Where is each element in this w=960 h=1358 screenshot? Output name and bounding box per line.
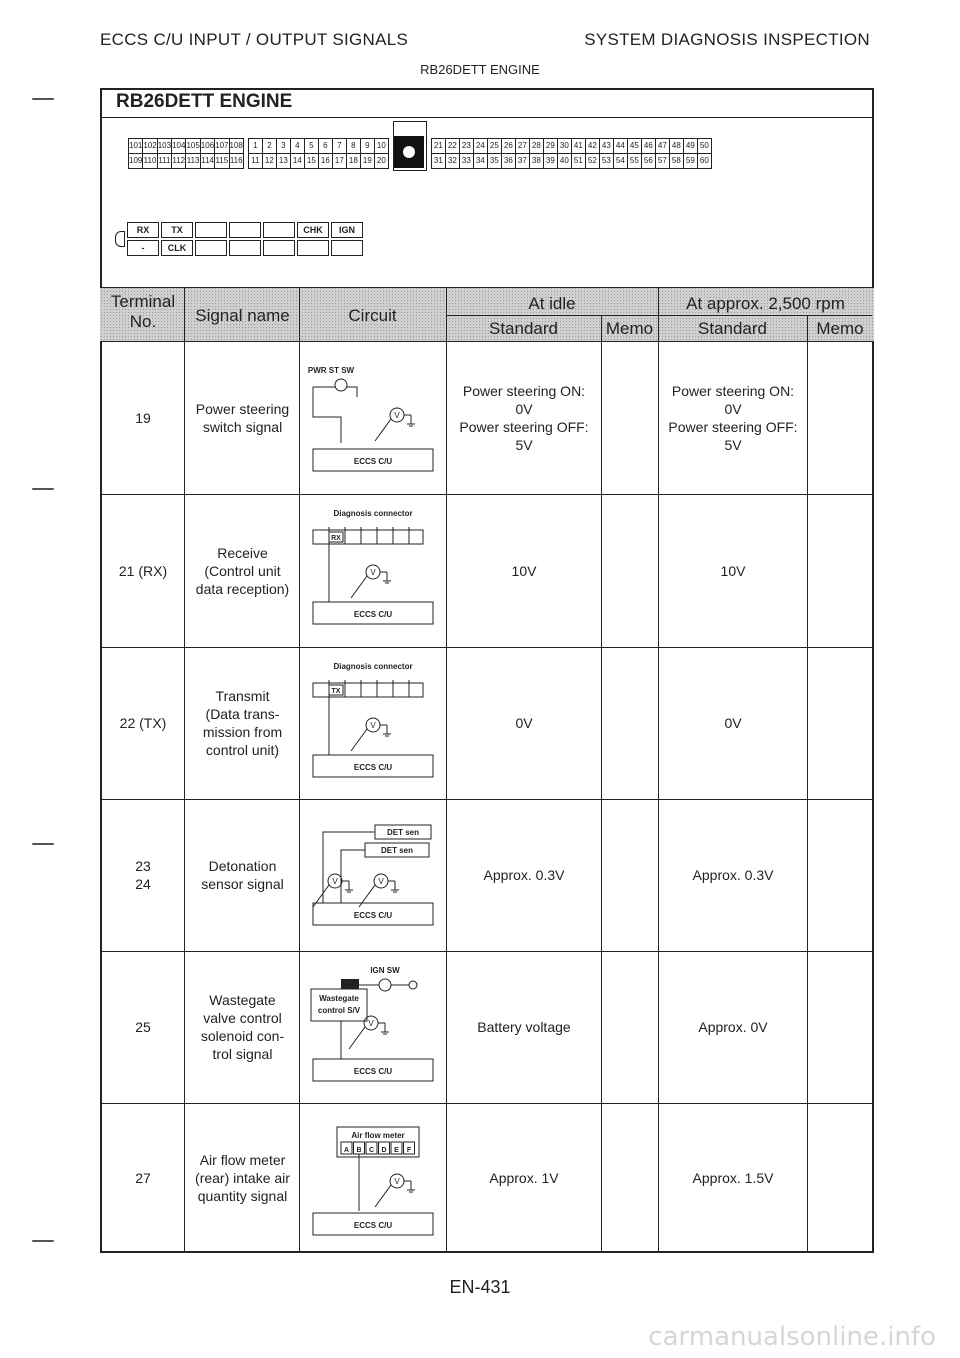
circuit-diagram — [301, 803, 445, 947]
signal-name-line: Power steering — [195, 400, 290, 417]
pin-label: F — [406, 1147, 412, 1154]
connector-pin: 51 — [571, 153, 585, 168]
svg-text:V: V — [368, 1019, 374, 1028]
connector-pin — [263, 222, 295, 238]
connector-block-right — [431, 138, 712, 169]
connector-label: Diagnosis connector — [333, 509, 413, 518]
rpm-standard-value-line: Power steering OFF: — [668, 418, 798, 435]
header-divider — [447, 315, 872, 316]
margin-mark — [32, 488, 54, 490]
connector-pin: 24 — [473, 138, 487, 153]
rpm-standard-value — [659, 1169, 807, 1187]
row-divider — [100, 287, 874, 288]
connector-pin: 47 — [655, 138, 669, 153]
connector-pin: 6 — [318, 138, 332, 153]
connector-pin: 116 — [229, 153, 243, 168]
circuit-diagram — [301, 345, 445, 490]
connector-pin: RX — [127, 222, 159, 238]
idle-standard-header: Standard — [489, 319, 558, 338]
connector-pin: 39 — [543, 153, 557, 168]
col-signal-name-header: Signal name — [195, 306, 290, 325]
idle-memo-header: Memo — [605, 319, 654, 338]
connector-pin: 26 — [501, 138, 515, 153]
terminal-number-line: 25 — [135, 1019, 151, 1035]
connector-pin-label: RX — [331, 535, 341, 542]
connector-key-icon — [393, 121, 427, 171]
connector-pin: 35 — [487, 153, 501, 168]
idle-standard-value-line: 10V — [511, 562, 537, 579]
watermark: carmanualsonline.info — [648, 1322, 936, 1352]
terminal-number-line: 27 — [135, 1170, 151, 1186]
connector-pin: 53 — [599, 153, 613, 168]
idle-standard-value-line: 0V — [515, 400, 533, 417]
connector-pin: IGN — [331, 222, 363, 238]
circuit-diagram — [301, 498, 445, 643]
connector-pin: 31 — [431, 153, 445, 168]
connector-pin — [263, 240, 295, 256]
connector-pin — [331, 240, 363, 256]
idle-standard-value-line: Approx. 0.3V — [483, 867, 565, 883]
ecu-box-label: ECCS C/U — [353, 763, 393, 772]
connector-pin: 42 — [585, 138, 599, 153]
connector-pin — [229, 240, 261, 256]
terminal-number — [102, 857, 184, 893]
margin-mark — [32, 1240, 54, 1242]
signal-name-line: Air flow meter — [199, 1152, 286, 1168]
connector-pin: 40 — [557, 153, 571, 168]
connector-pin: 104 — [172, 138, 186, 153]
connector-pin: 50 — [697, 138, 711, 153]
terminal-header-line1: Terminal — [110, 292, 176, 311]
connector-pin: 3 — [276, 138, 290, 153]
diag-connector-pins — [125, 220, 365, 258]
ecu-box-label: ECCS C/U — [353, 1221, 393, 1230]
connector-pin: 56 — [641, 153, 655, 168]
svg-text:V: V — [378, 877, 384, 886]
signal-name — [186, 991, 299, 1063]
connector-label: Diagnosis connector — [333, 662, 413, 671]
terminal-number — [102, 1018, 184, 1036]
connector-pin: 45 — [627, 138, 641, 153]
svg-text:V: V — [394, 1177, 400, 1186]
connector-pin — [195, 222, 227, 238]
signal-name — [186, 1151, 299, 1205]
connector-pin: 102 — [143, 138, 157, 153]
signal-name-line: solenoid con- — [200, 1028, 285, 1044]
switch-label: IGN SW — [370, 966, 400, 975]
col-divider — [184, 287, 185, 1253]
rpm-standard-value — [659, 1018, 807, 1036]
connector-pin: 59 — [683, 153, 697, 168]
connector-pin: 41 — [571, 138, 585, 153]
row-divider — [100, 799, 874, 800]
solenoid-label: control S/V — [317, 1006, 361, 1015]
col-at-2500-header: At approx. 2,500 rpm — [686, 294, 845, 313]
pin-label: C — [368, 1147, 375, 1154]
connector-latch-icon — [115, 231, 125, 247]
page-number: EN-431 — [449, 1277, 511, 1297]
ecu-box-label: ECCS C/U — [353, 610, 393, 619]
connector-pin: 112 — [172, 153, 186, 168]
idle-standard-value-line: Power steering OFF: — [459, 418, 589, 435]
circuit-diagram — [301, 955, 445, 1099]
rpm-memo-header: Memo — [816, 319, 864, 338]
connector-pin: 13 — [276, 153, 290, 168]
connector-pin: 57 — [655, 153, 669, 168]
connector-pin: 46 — [641, 138, 655, 153]
rpm-standard-value — [659, 382, 807, 454]
connector-pin: 17 — [332, 153, 346, 168]
idle-standard-value — [447, 714, 601, 732]
pin-label: B — [356, 1147, 362, 1154]
idle-standard-value-line: Approx. 1V — [489, 1170, 559, 1186]
idle-standard-value-line: Battery voltage — [477, 1019, 571, 1035]
rpm-standard-header: Standard — [698, 319, 767, 338]
signal-name-line: valve control — [203, 1010, 282, 1026]
signal-name-line: control unit) — [205, 742, 280, 758]
signal-name-line: Receive — [217, 544, 268, 561]
connector-pin: 36 — [501, 153, 515, 168]
connector-pin: 34 — [473, 153, 487, 168]
svg-text:V: V — [370, 568, 376, 577]
connector-pin-label: TX — [331, 688, 341, 695]
pin-label: E — [394, 1147, 399, 1154]
connector-pin: 5 — [304, 138, 318, 153]
sensor-label: DET sen — [386, 828, 420, 837]
terminal-number-line: 22 (TX) — [119, 715, 167, 731]
connector-pin: 19 — [360, 153, 374, 168]
terminal-number-line: 21 (RX) — [118, 562, 168, 579]
connector-pin: 25 — [487, 138, 501, 153]
idle-standard-value — [447, 1018, 601, 1036]
connector-pin: 109 — [129, 153, 143, 168]
connector-pin: 14 — [290, 153, 304, 168]
terminal-number — [102, 562, 184, 580]
idle-standard-value-line: Power steering ON: — [462, 382, 586, 399]
pin-label: A — [343, 1147, 350, 1154]
page-subheader: RB26DETT ENGINE — [420, 62, 540, 77]
connector-pin: 1 — [248, 138, 262, 153]
connector-pin: 105 — [186, 138, 200, 153]
switch-label: PWR ST SW — [307, 366, 355, 375]
connector-pin: 103 — [157, 138, 171, 153]
pin-label: D — [381, 1147, 387, 1154]
connector-pin: 32 — [445, 153, 459, 168]
svg-text:V: V — [370, 721, 376, 730]
rpm-standard-value-line: Approx. 0.3V — [692, 867, 774, 883]
connector-pin: 108 — [229, 138, 243, 153]
signal-name-line: Transmit — [215, 688, 270, 704]
connector-pin: 33 — [459, 153, 473, 168]
connector-pin: - — [127, 240, 159, 256]
terminal-header-line2: No. — [129, 312, 157, 331]
margin-mark — [32, 843, 54, 845]
signal-name-line: sensor signal — [201, 876, 284, 892]
connector-pin: 55 — [627, 153, 641, 168]
connector-pin: 27 — [515, 138, 529, 153]
terminal-number — [102, 714, 184, 732]
page-header-right: SYSTEM DIAGNOSIS INSPECTION — [584, 30, 870, 49]
connector-pin: 60 — [697, 153, 711, 168]
row-divider — [100, 494, 874, 495]
connector-pin: 18 — [346, 153, 360, 168]
col-at-idle-header: At idle — [528, 294, 576, 313]
idle-standard-value — [447, 866, 601, 884]
rpm-standard-value-line: 0V — [724, 715, 742, 731]
terminal-number — [102, 409, 184, 427]
signal-name-line: Wastegate — [209, 992, 276, 1008]
connector-pin: 16 — [318, 153, 332, 168]
voltmeter-icon — [375, 408, 415, 441]
connector-pin: 48 — [669, 138, 683, 153]
connector-pin: 9 — [360, 138, 374, 153]
col-divider — [601, 315, 602, 1253]
connector-block-mid — [248, 138, 389, 169]
idle-standard-value-line: 5V — [515, 436, 533, 453]
connector-pin: 54 — [613, 153, 627, 168]
connector-pin: 101 — [129, 138, 143, 153]
solenoid-label: Wastegate — [319, 994, 359, 1003]
connector-pin: 11 — [248, 153, 262, 168]
svg-text:V: V — [394, 411, 400, 420]
voltmeter-icon — [351, 565, 391, 598]
terminal-number-line: 23 — [135, 858, 151, 874]
signal-name-line: quantity signal — [197, 1188, 288, 1204]
voltmeter-icon — [359, 874, 399, 907]
idle-standard-value — [447, 562, 601, 580]
rpm-standard-value-line: Power steering ON: — [671, 382, 795, 399]
connector-pin: 4 — [290, 138, 304, 153]
row-divider — [100, 951, 874, 952]
ecu-box-label: ECCS C/U — [353, 1067, 393, 1076]
connector-pin: 30 — [557, 138, 571, 153]
col-terminal-header — [102, 292, 184, 332]
ecu-box-label: ECCS C/U — [353, 911, 393, 920]
rpm-standard-value — [659, 562, 807, 580]
voltmeter-icon — [351, 718, 391, 751]
connector-pin: 38 — [529, 153, 543, 168]
connector-pin: 44 — [613, 138, 627, 153]
connector-pin: CHK — [297, 222, 329, 238]
voltmeter-icon — [313, 874, 353, 907]
ecu-box-label: ECCS C/U — [353, 457, 393, 466]
connector-pin: 29 — [543, 138, 557, 153]
sensor-label: DET sen — [380, 846, 414, 855]
connector-pin: 23 — [459, 138, 473, 153]
signal-name-line: (rear) intake air — [195, 1170, 290, 1186]
rpm-standard-value-line: 5V — [724, 436, 742, 453]
rpm-standard-value-line: Approx. 1.5V — [692, 1170, 774, 1186]
margin-mark — [32, 98, 54, 100]
connector-pin: 37 — [515, 153, 529, 168]
rpm-standard-value — [659, 866, 807, 884]
connector-pin: 8 — [346, 138, 360, 153]
engine-title: RB26DETT ENGINE — [100, 88, 874, 118]
signal-name-line: switch signal — [202, 418, 283, 435]
connector-pin: 15 — [304, 153, 318, 168]
voltmeter-icon — [375, 1174, 415, 1207]
signal-name — [186, 400, 299, 436]
connector-pin: 111 — [157, 153, 171, 168]
connector-pin: 110 — [143, 153, 157, 168]
connector-pin: CLK — [161, 240, 193, 256]
terminal-number-line: 19 — [135, 409, 151, 426]
circuit-diagram — [301, 651, 445, 795]
col-divider — [807, 315, 808, 1253]
signal-name-line: (Control unit — [204, 562, 281, 579]
circuit-diagram — [301, 1107, 445, 1249]
connector-pin: 58 — [669, 153, 683, 168]
row-divider — [100, 647, 874, 648]
connector-pin: 22 — [445, 138, 459, 153]
main-frame — [100, 88, 874, 1253]
connector-pin: 49 — [683, 138, 697, 153]
idle-standard-value — [447, 1169, 601, 1187]
connector-pin: 7 — [332, 138, 346, 153]
connector-pin — [195, 240, 227, 256]
signal-name — [186, 857, 299, 893]
connector-pin: 10 — [374, 138, 388, 153]
connector-block-left — [128, 138, 244, 169]
connector-pin: 2 — [262, 138, 276, 153]
idle-standard-value-line: 0V — [515, 715, 533, 731]
idle-standard-value — [447, 382, 601, 454]
rpm-standard-value-line: Approx. 0V — [698, 1019, 768, 1035]
row-divider — [100, 1103, 874, 1104]
connector-pin: 106 — [200, 138, 214, 153]
sensor-label: Air flow meter — [351, 1131, 405, 1140]
connector-pin: 43 — [599, 138, 613, 153]
connector-pin: 115 — [215, 153, 229, 168]
connector-pin: 20 — [374, 153, 388, 168]
signal-name — [186, 687, 299, 759]
signal-name — [186, 544, 299, 598]
signal-name-line: mission from — [202, 724, 283, 740]
col-divider — [299, 287, 300, 1253]
svg-text:V: V — [332, 877, 338, 886]
connector-pin: 114 — [200, 153, 214, 168]
page-header-left: ECCS C/U INPUT / OUTPUT SIGNALS — [100, 30, 409, 49]
connector-pin: 107 — [215, 138, 229, 153]
row-divider — [100, 341, 874, 342]
connector-pin: 12 — [262, 153, 276, 168]
signal-name-line: data reception) — [195, 580, 290, 597]
terminal-number — [102, 1169, 184, 1187]
rpm-standard-value — [659, 714, 807, 732]
signal-name-line: Detonation — [208, 858, 277, 874]
ecu-connector-diagram — [128, 135, 712, 171]
connector-pin: TX — [161, 222, 193, 238]
col-circuit-header: Circuit — [348, 306, 397, 325]
rpm-standard-value-line: 10V — [720, 562, 746, 579]
connector-pin: 113 — [186, 153, 200, 168]
rpm-standard-value-line: 0V — [724, 400, 742, 417]
connector-pin — [297, 240, 329, 256]
connector-pin: 21 — [431, 138, 445, 153]
connector-pin — [229, 222, 261, 238]
signal-name-line: trol signal — [212, 1046, 273, 1062]
terminal-number-line: 24 — [135, 876, 151, 892]
signal-name-line: (Data trans- — [205, 706, 280, 722]
connector-pin: 28 — [529, 138, 543, 153]
connector-pin: 52 — [585, 153, 599, 168]
diagnosis-connector-diagram — [115, 220, 365, 258]
